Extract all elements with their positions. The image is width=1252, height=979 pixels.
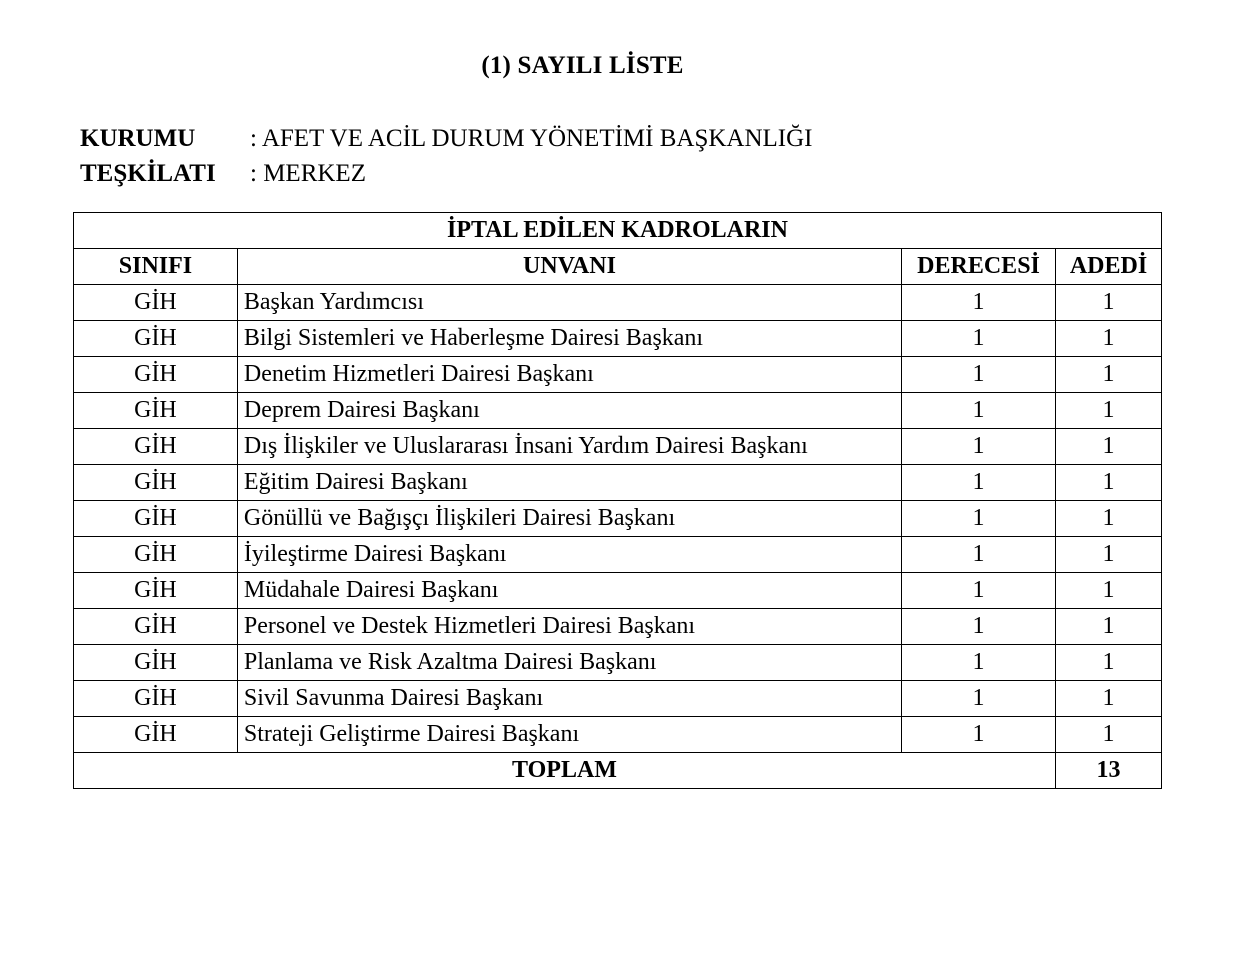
cell-sinifi: GİH	[74, 681, 238, 717]
table-row	[74, 357, 1162, 393]
cell-adedi: 1	[1056, 393, 1162, 429]
header-adedi: ADEDİ	[1056, 249, 1162, 285]
cell-sinifi: GİH	[74, 393, 238, 429]
cell-derecesi: 1	[902, 717, 1056, 753]
table-body	[74, 285, 1162, 753]
cell-unvani: Dış İlişkiler ve Uluslararası İnsani Yardım Dairesi Başkanı	[237, 429, 901, 465]
cell-derecesi: 1	[902, 393, 1056, 429]
kurumu-value: : AFET VE ACİL DURUM YÖNETİMİ BAŞKANLIĞI	[250, 125, 813, 152]
cell-unvani: Planlama ve Risk Azaltma Dairesi Başkanı	[237, 645, 901, 681]
table-row	[74, 321, 1162, 357]
cell-sinifi: GİH	[74, 429, 238, 465]
cell-sinifi: GİH	[74, 609, 238, 645]
header-derecesi: DERECESİ	[902, 249, 1056, 285]
cell-unvani: İyileştirme Dairesi Başkanı	[237, 537, 901, 573]
cell-sinifi: GİH	[74, 717, 238, 753]
cell-unvani: Başkan Yardımcısı	[237, 285, 901, 321]
cell-adedi: 1	[1056, 717, 1162, 753]
cell-adedi: 1	[1056, 645, 1162, 681]
cell-adedi: 1	[1056, 465, 1162, 501]
table-header-row	[74, 249, 1162, 285]
cell-derecesi: 1	[902, 681, 1056, 717]
kurumu-label: KURUMU	[80, 125, 196, 152]
cell-unvani: Sivil Savunma Dairesi Başkanı	[237, 681, 901, 717]
total-row	[74, 753, 1162, 789]
teskilati-label: TEŞKİLATI	[80, 160, 216, 187]
cell-derecesi: 1	[902, 573, 1056, 609]
cell-derecesi: 1	[902, 609, 1056, 645]
cell-unvani: Bilgi Sistemleri ve Haberleşme Dairesi Başkanı	[237, 321, 901, 357]
table-caption-row	[74, 213, 1162, 249]
header-unvani: UNVANI	[237, 249, 901, 285]
teskilati-line	[80, 159, 366, 189]
cell-sinifi: GİH	[74, 573, 238, 609]
cell-sinifi: GİH	[74, 465, 238, 501]
cell-derecesi: 1	[902, 645, 1056, 681]
cell-derecesi: 1	[902, 321, 1056, 357]
table-row	[74, 285, 1162, 321]
cell-sinifi: GİH	[74, 321, 238, 357]
cell-sinifi: GİH	[74, 501, 238, 537]
cell-adedi: 1	[1056, 321, 1162, 357]
cell-derecesi: 1	[902, 501, 1056, 537]
cell-sinifi: GİH	[74, 357, 238, 393]
cell-derecesi: 1	[902, 357, 1056, 393]
table-row	[74, 681, 1162, 717]
cell-adedi: 1	[1056, 357, 1162, 393]
cell-unvani: Eğitim Dairesi Başkanı	[237, 465, 901, 501]
cell-derecesi: 1	[902, 537, 1056, 573]
cell-unvani: Strateji Geliştirme Dairesi Başkanı	[237, 717, 901, 753]
cell-adedi: 1	[1056, 537, 1162, 573]
table-row	[74, 537, 1162, 573]
table-row	[74, 393, 1162, 429]
document-title: (1) SAYILI LİSTE	[481, 52, 684, 79]
cell-unvani: Deprem Dairesi Başkanı	[237, 393, 901, 429]
cell-sinifi: GİH	[74, 645, 238, 681]
total-label: TOPLAM	[74, 753, 1056, 789]
header-sinifi: SINIFI	[74, 249, 238, 285]
table-row	[74, 717, 1162, 753]
table-row	[74, 573, 1162, 609]
cell-adedi: 1	[1056, 573, 1162, 609]
table-row	[74, 645, 1162, 681]
cell-adedi: 1	[1056, 429, 1162, 465]
cell-unvani: Müdahale Dairesi Başkanı	[237, 573, 901, 609]
table-row	[74, 429, 1162, 465]
cancelled-positions-table	[73, 212, 1162, 789]
table-caption: İPTAL EDİLEN KADROLARIN	[74, 213, 1162, 249]
kurumu-line	[80, 124, 813, 154]
cell-unvani: Denetim Hizmetleri Dairesi Başkanı	[237, 357, 901, 393]
cell-derecesi: 1	[902, 465, 1056, 501]
table-row	[74, 501, 1162, 537]
total-value: 13	[1056, 753, 1162, 789]
cell-adedi: 1	[1056, 609, 1162, 645]
cell-sinifi: GİH	[74, 285, 238, 321]
table-row	[74, 465, 1162, 501]
cell-sinifi: GİH	[74, 537, 238, 573]
cell-unvani: Personel ve Destek Hizmetleri Dairesi Başkanı	[237, 609, 901, 645]
cell-unvani: Gönüllü ve Bağışçı İlişkileri Dairesi Başkanı	[237, 501, 901, 537]
teskilati-value: : MERKEZ	[250, 160, 366, 187]
cell-adedi: 1	[1056, 681, 1162, 717]
cell-adedi: 1	[1056, 501, 1162, 537]
table-row	[74, 609, 1162, 645]
cell-adedi: 1	[1056, 285, 1162, 321]
cell-derecesi: 1	[902, 285, 1056, 321]
cell-derecesi: 1	[902, 429, 1056, 465]
